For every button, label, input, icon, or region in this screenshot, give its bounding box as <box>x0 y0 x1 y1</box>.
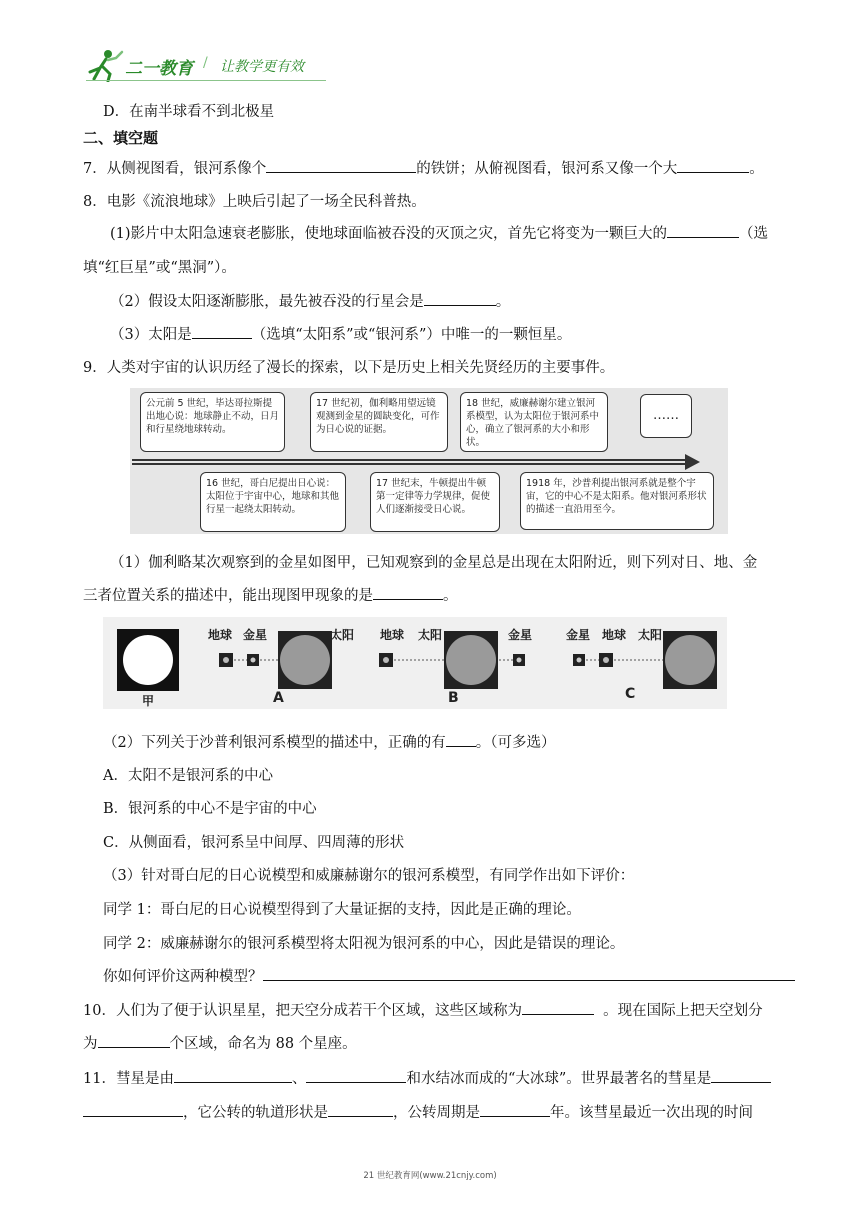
timeline-box-ellipsis: …… <box>640 394 692 438</box>
slogan: 让教学更有效 <box>220 59 304 75</box>
figure-label-jia: 甲 <box>142 694 155 708</box>
runner-logo-icon <box>86 48 126 82</box>
figure-label-c: C <box>625 686 636 702</box>
label-sun: 太阳 <box>418 628 443 642</box>
timeline-box-galileo: 17 世纪初，伽利略用望远镜观测到金星的圆缺变化，可作为日心说的证据。 <box>310 392 448 452</box>
q11: 11．彗星是由 、 和水结冰而成的“大冰球”。世界最著名的彗星是 <box>83 1067 771 1088</box>
figure-label-b: B <box>448 690 459 706</box>
blank[interactable] <box>306 1068 406 1083</box>
label-venus: 金星 <box>243 628 268 642</box>
blank[interactable] <box>328 1102 393 1117</box>
q9-1: （1）伽利略某次观察到的金星如图甲，已知观察到的金星总是出现在太阳附近，则下列对日、地、金 <box>110 555 758 571</box>
timeline-box-newton: 17 世纪末，牛顿提出牛顿第一定律等力学规律，促使人们逐渐接受日心说。 <box>370 472 500 532</box>
student-1: 同学 1：哥白尼的日心说模型得到了大量证据的支持，因此是正确的理论。 <box>103 902 581 918</box>
blank[interactable] <box>373 585 443 600</box>
q8: 8．电影《流浪地球》上映后引起了一场全民科普热。 <box>83 194 426 210</box>
q9-3: （3）针对哥白尼的日心说模型和威廉赫谢尔的银河系模型，有同学作出如下评价： <box>103 868 635 884</box>
blank[interactable] <box>480 1102 550 1117</box>
logo-text: 二一教育 <box>125 59 193 79</box>
label-earth: 地球 <box>602 628 627 642</box>
blank[interactable] <box>192 324 252 339</box>
figure-label-a: A <box>273 690 284 706</box>
q10: 10．人们为了便于认识星星，把天空分成若干个区域，这些区域称为 。现在国际上把天空划分 <box>83 999 763 1020</box>
label-venus: 金星 <box>508 628 533 642</box>
label-venus: 金星 <box>566 628 591 642</box>
q9-1-cont: 三者位置关系的描述中，能出现图甲现象的是 。 <box>83 584 458 605</box>
label-earth: 地球 <box>208 628 233 642</box>
blank[interactable] <box>98 1033 170 1048</box>
q8-3: （3）太阳是 （选填“太阳系”或“银河系”）中唯一的一颗恒星。 <box>110 323 571 344</box>
label-sun: 太阳 <box>330 628 355 642</box>
blank[interactable] <box>424 291 496 306</box>
blank[interactable] <box>522 1000 594 1015</box>
option-b: B．银河系的中心不是宇宙的中心 <box>103 801 317 817</box>
label-earth: 地球 <box>380 628 405 642</box>
timeline-box-shapley: 1918 年，沙普利提出银河系就是整个宇宙，它的中心不是太阳系。他对银河系形状的描述一直沿用至今。 <box>520 472 714 530</box>
q10-cont: 为 个区域，命名为 88 个星座。 <box>83 1032 357 1053</box>
blank[interactable] <box>446 732 476 747</box>
q8-1-cont: 填“红巨星”或“黑洞”）。 <box>83 260 236 276</box>
q8-2: （2）假设太阳逐渐膨胀，最先被吞没的行星会是 。 <box>110 290 510 311</box>
blank[interactable] <box>266 158 416 173</box>
q11-cont: ，它公转的轨道形状是 ，公转周期是 年。该彗星最近一次出现的时间 <box>83 1101 753 1122</box>
footer: 21 世纪教育网(www.21cnjy.com) <box>363 1171 497 1181</box>
timeline-box-copernicus: 16 世纪，哥白尼提出日心说：太阳位于宇宙中心，地球和其他行星一起绕太阳转动。 <box>200 472 346 532</box>
header-underline <box>86 80 326 81</box>
answer-blank[interactable] <box>263 966 795 981</box>
section-title: 二、填空题 <box>83 129 159 147</box>
blank[interactable] <box>677 158 749 173</box>
blank[interactable] <box>711 1068 771 1083</box>
blank[interactable] <box>83 1102 183 1117</box>
blank[interactable] <box>667 223 739 238</box>
student-2: 同学 2：威廉赫谢尔的银河系模型将太阳视为银河系的中心，因此是错误的理论。 <box>103 936 625 952</box>
q9-3-prompt: 你如何评价这两种模型？ <box>103 965 795 986</box>
label-sun: 太阳 <box>638 628 663 642</box>
blank[interactable] <box>174 1068 292 1083</box>
q7: 7．从侧视图看，银河系像个 的铁饼；从俯视图看，银河系又像一个大 。 <box>83 157 764 178</box>
timeline-box-pythagoras: 公元前 5 世纪，毕达哥拉斯提出地心说：地球静止不动，日月和行星绕地球转动。 <box>140 392 285 452</box>
option-d: D．在南半球看不到北极星 <box>103 104 275 120</box>
slash-divider: / <box>203 55 208 71</box>
option-a: A．太阳不是银河系的中心 <box>103 768 273 784</box>
option-c: C．从侧面看，银河系呈中间厚、四周薄的形状 <box>103 835 405 851</box>
q8-1: (1)影片中太阳急速衰老膨胀，使地球面临被吞没的灭顶之灾，首先它将变为一颗巨大的 （选 <box>110 222 768 243</box>
q9: 9．人类对宇宙的认识历经了漫长的探索，以下是历史上相关先贤经历的主要事件。 <box>83 360 615 376</box>
q9-2: （2）下列关于沙普利银河系模型的描述中，正确的有 。（可多选） <box>103 731 555 752</box>
timeline-box-herschel: 18 世纪，威廉赫谢尔建立银河系模型，认为太阳位于银河系中心，确立了银河系的大小和形状。 <box>460 392 608 452</box>
